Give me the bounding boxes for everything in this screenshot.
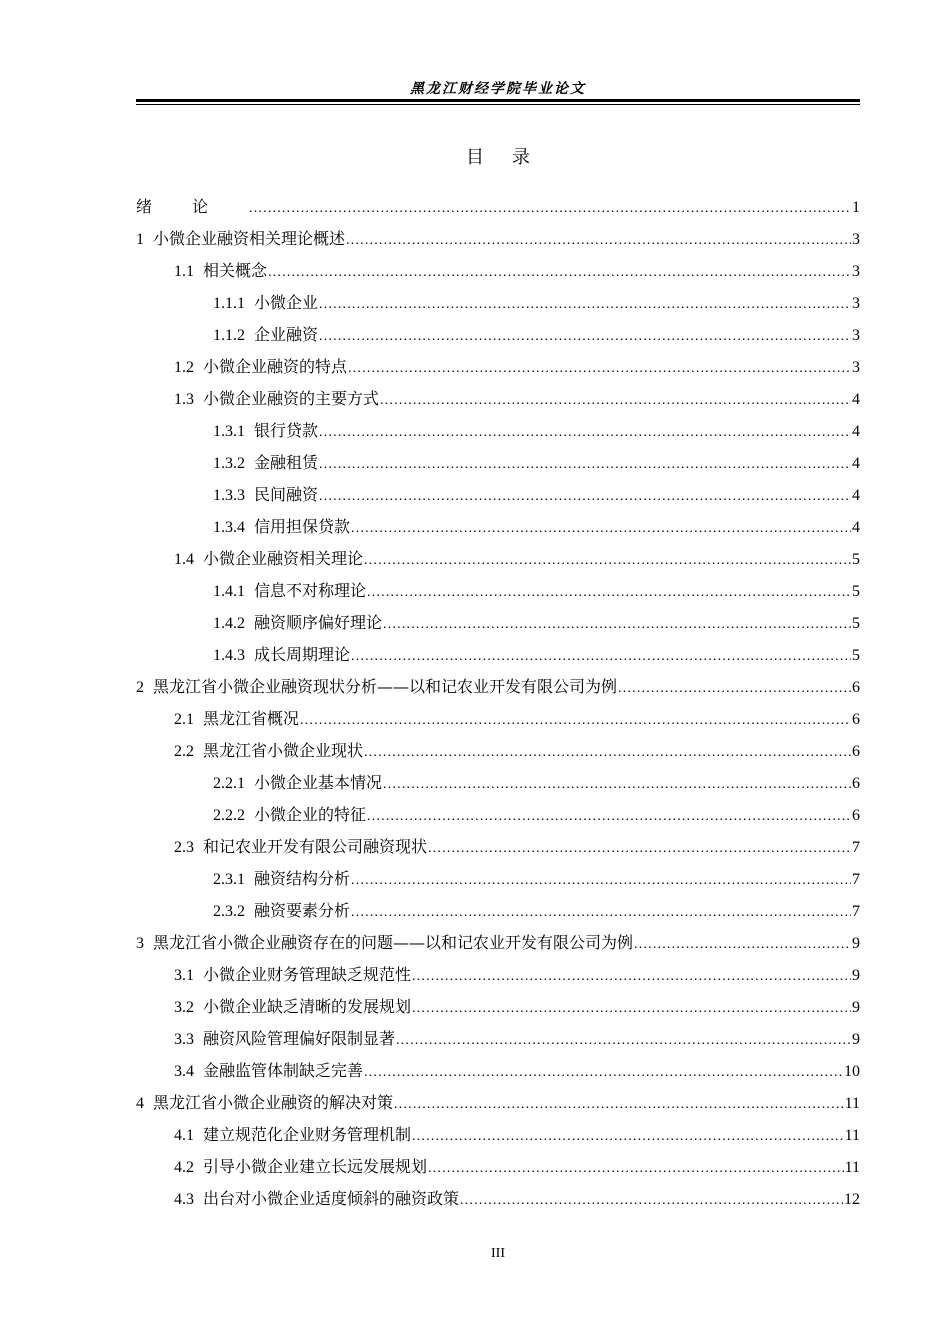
toc-entry[interactable] (136, 607, 860, 639)
toc-title: 目录 (466, 147, 558, 168)
toc-entry-page: 12 (844, 1191, 860, 1208)
toc-entry-page: 4 (852, 423, 860, 440)
toc-entry[interactable] (136, 415, 860, 447)
toc-entry[interactable] (136, 735, 860, 767)
toc-entry-label: 小微企业融资相关理论概述 (153, 229, 346, 248)
toc-entry[interactable] (136, 511, 860, 543)
toc-entry-number: 3.2 (174, 999, 194, 1016)
toc-leader-dots (319, 289, 851, 321)
toc-leader-dots (634, 929, 851, 961)
toc-entry-page: 3 (852, 327, 860, 344)
toc-leader-dots (351, 513, 851, 545)
toc-leader-dots (319, 321, 851, 353)
toc-entry-page: 3 (852, 263, 860, 280)
toc-leader-dots (300, 705, 851, 737)
toc-entry-label: 小微企业缺乏清晰的发展规划 (203, 997, 412, 1016)
toc-entry-number: 2.3.1 (213, 871, 245, 888)
toc-entry-page: 11 (844, 1159, 860, 1176)
toc-entry-number: 1.3 (174, 391, 194, 408)
toc-entry[interactable] (136, 927, 860, 959)
toc-entry-page: 6 (852, 679, 860, 696)
table-of-contents (136, 191, 860, 1215)
toc-entry-label: 信息不对称理论 (254, 581, 367, 600)
toc-entry-label: 小微企业融资的特点 (203, 357, 348, 376)
toc-entry[interactable] (136, 351, 860, 383)
toc-entry-label: 融资顺序偏好理论 (254, 613, 383, 632)
toc-entry[interactable] (136, 1055, 860, 1087)
toc-entry-page: 5 (852, 615, 860, 632)
toc-entry[interactable] (136, 1183, 860, 1215)
toc-leader-dots (428, 833, 851, 865)
toc-leader-dots (412, 1121, 844, 1153)
toc-leader-dots (367, 577, 851, 609)
toc-leader-dots (268, 257, 851, 289)
toc-entry-number: 2.2 (174, 743, 194, 760)
toc-leader-dots (348, 353, 851, 385)
toc-entry[interactable] (136, 1151, 860, 1183)
toc-entry[interactable] (136, 671, 860, 703)
toc-leader-dots (319, 449, 851, 481)
toc-entry-label: 银行贷款 (254, 421, 319, 440)
toc-entry-number: 2.1 (174, 711, 194, 728)
toc-leader-dots (249, 193, 851, 225)
toc-entry-number: 1.3.2 (213, 455, 245, 472)
toc-entry-label: 小微企业融资相关理论 (203, 549, 364, 568)
toc-entry-number: 4.2 (174, 1159, 194, 1176)
toc-entry-page: 4 (852, 487, 860, 504)
toc-entry-page: 4 (852, 391, 860, 408)
toc-entry[interactable] (136, 863, 860, 895)
toc-entry[interactable] (136, 831, 860, 863)
toc-entry-number: 3.4 (174, 1063, 194, 1080)
toc-entry-label: 黑龙江省小微企业现状 (203, 741, 364, 760)
toc-entry-label: 融资结构分析 (254, 869, 351, 888)
toc-entry-page: 10 (844, 1063, 860, 1080)
toc-entry[interactable] (136, 1023, 860, 1055)
page-number: III (491, 1246, 505, 1261)
toc-entry-page: 3 (852, 231, 860, 248)
toc-entry-page: 7 (852, 839, 860, 856)
toc-entry-label: 小微企业的特征 (254, 805, 367, 824)
toc-entry-page: 6 (852, 711, 860, 728)
toc-entry-label: 黑龙江省小微企业融资的解决对策 (153, 1093, 394, 1112)
toc-entry-page: 7 (852, 903, 860, 920)
toc-entry-number: 1.3.1 (213, 423, 245, 440)
toc-entry-page: 5 (852, 647, 860, 664)
toc-entry-number: 1.4.2 (213, 615, 245, 632)
toc-leader-dots (367, 801, 851, 833)
toc-entry[interactable] (136, 895, 860, 927)
toc-entry[interactable] (136, 383, 860, 415)
toc-leader-dots (394, 1089, 844, 1121)
toc-leader-dots (319, 417, 851, 449)
running-header: 黑龙江财经学院毕业论文 (410, 81, 586, 97)
toc-entry-number: 1.4 (174, 551, 194, 568)
toc-leader-dots (428, 1153, 844, 1185)
toc-entry-number: 1 (136, 231, 144, 248)
toc-entry-page: 6 (852, 743, 860, 760)
toc-entry[interactable] (136, 575, 860, 607)
toc-entry-page: 9 (852, 967, 860, 984)
toc-entry-label: 黑龙江省小微企业融资现状分析——以和记农业开发有限公司为例 (153, 677, 618, 696)
toc-entry-page: 4 (852, 455, 860, 472)
toc-entry-number: 4.3 (174, 1191, 194, 1208)
toc-entry[interactable] (136, 799, 860, 831)
toc-entry-label: 金融租赁 (254, 453, 319, 472)
toc-entry-number: 1.2 (174, 359, 194, 376)
toc-entry[interactable] (136, 255, 860, 287)
toc-leader-dots (319, 481, 851, 513)
toc-entry-page: 9 (852, 935, 860, 952)
toc-entry-label: 引导小微企业建立长远发展规划 (203, 1157, 428, 1176)
toc-entry-page: 1 (852, 199, 860, 216)
toc-entry[interactable] (136, 191, 860, 223)
toc-entry-label: 企业融资 (254, 325, 319, 344)
toc-entry-number: 3 (136, 935, 144, 952)
toc-entry-label: 融资要素分析 (254, 901, 351, 920)
toc-entry-number: 2.3 (174, 839, 194, 856)
toc-entry-number: 1.4.3 (213, 647, 245, 664)
toc-entry-page: 5 (852, 551, 860, 568)
toc-entry-number: 2.3.2 (213, 903, 245, 920)
toc-entry[interactable] (136, 959, 860, 991)
toc-entry-label: 黑龙江省概况 (203, 709, 300, 728)
toc-entry-number: 1.1.2 (213, 327, 245, 344)
toc-leader-dots (460, 1185, 843, 1217)
toc-entry-page: 7 (852, 871, 860, 888)
toc-leader-dots (396, 1025, 851, 1057)
toc-entry-label: 建立规范化企业财务管理机制 (203, 1125, 412, 1144)
toc-entry-page: 9 (852, 1031, 860, 1048)
toc-entry[interactable] (136, 639, 860, 671)
toc-entry-number: 4 (136, 1095, 144, 1112)
toc-entry-label: 黑龙江省小微企业融资存在的问题——以和记农业开发有限公司为例 (153, 933, 634, 952)
toc-entry[interactable] (136, 1087, 860, 1119)
toc-entry-number: 1.3.4 (213, 519, 245, 536)
toc-entry-page: 5 (852, 583, 860, 600)
toc-leader-dots (364, 737, 851, 769)
toc-entry[interactable] (136, 991, 860, 1023)
toc-entry-label: 信用担保贷款 (254, 517, 351, 536)
toc-entry-page: 11 (844, 1095, 860, 1112)
toc-entry-label: 和记农业开发有限公司融资现状 (203, 837, 428, 856)
toc-entry[interactable] (136, 223, 860, 255)
toc-leader-dots (346, 225, 851, 257)
toc-leader-dots (412, 961, 851, 993)
header-rule-thin (136, 104, 860, 105)
toc-leader-dots (364, 1057, 843, 1089)
toc-entry-number: 2.2.2 (213, 807, 245, 824)
toc-entry-label: 小微企业融资的主要方式 (203, 389, 380, 408)
toc-entry-label: 出台对小微企业适度倾斜的融资政策 (203, 1189, 460, 1208)
toc-entry[interactable] (136, 767, 860, 799)
toc-entry-label: 金融监管体制缺乏完善 (203, 1061, 364, 1080)
toc-entry-number: 3.3 (174, 1031, 194, 1048)
header-rule-thick (136, 99, 860, 102)
toc-entry-label: 绪论 (136, 197, 249, 216)
toc-entry-number: 1.4.1 (213, 583, 245, 600)
toc-entry-number: 1.3.3 (213, 487, 245, 504)
toc-entry-page: 3 (852, 295, 860, 312)
toc-leader-dots (351, 897, 851, 929)
toc-leader-dots (364, 545, 851, 577)
toc-entry-number: 1.1.1 (213, 295, 245, 312)
toc-entry-number: 1.1 (174, 263, 194, 280)
toc-entry[interactable] (136, 543, 860, 575)
toc-leader-dots (380, 385, 851, 417)
toc-entry-number: 4.1 (174, 1127, 194, 1144)
toc-entry[interactable] (136, 1119, 860, 1151)
toc-entry-page: 11 (844, 1127, 860, 1144)
toc-entry-number: 2 (136, 679, 144, 696)
toc-leader-dots (412, 993, 851, 1025)
toc-leader-dots (618, 673, 851, 705)
toc-leader-dots (383, 609, 851, 641)
toc-entry-number: 2.2.1 (213, 775, 245, 792)
toc-entry[interactable] (136, 319, 860, 351)
toc-entry[interactable] (136, 447, 860, 479)
toc-entry[interactable] (136, 287, 860, 319)
toc-entry-label: 成长周期理论 (254, 645, 351, 664)
toc-entry[interactable] (136, 703, 860, 735)
toc-entry-label: 小微企业基本情况 (254, 773, 383, 792)
toc-entry-page: 4 (852, 519, 860, 536)
toc-entry-label: 民间融资 (254, 485, 319, 504)
toc-entry-page: 3 (852, 359, 860, 376)
toc-entry-page: 9 (852, 999, 860, 1016)
toc-entry-label: 小微企业财务管理缺乏规范性 (203, 965, 412, 984)
toc-entry-label: 相关概念 (203, 261, 268, 280)
toc-entry-number: 3.1 (174, 967, 194, 984)
toc-entry[interactable] (136, 479, 860, 511)
toc-entry-page: 6 (852, 775, 860, 792)
toc-leader-dots (351, 865, 851, 897)
toc-leader-dots (351, 641, 851, 673)
toc-entry-page: 6 (852, 807, 860, 824)
toc-entry-label: 小微企业 (254, 293, 319, 312)
toc-leader-dots (383, 769, 851, 801)
toc-entry-label: 融资风险管理偏好限制显著 (203, 1029, 396, 1048)
